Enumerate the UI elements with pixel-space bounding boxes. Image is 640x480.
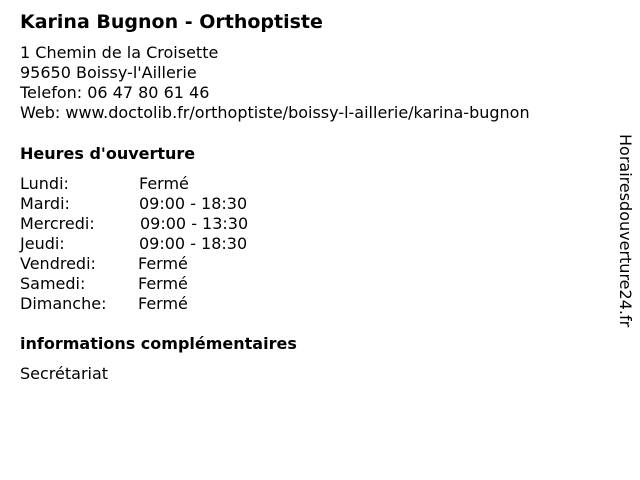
site-watermark: Horairesdouverture24.fr xyxy=(616,134,635,328)
day-label: Samedi: xyxy=(20,274,86,293)
day-label: Mercredi: xyxy=(20,214,95,233)
website: Web: www.doctolib.fr/orthoptiste/boissy-l-aillerie/karina-bugnon xyxy=(20,103,530,122)
address-block xyxy=(20,43,530,123)
time-value: Fermé xyxy=(138,274,188,293)
time-value: 09:00 - 13:30 xyxy=(140,214,249,233)
phone-number: Telefon: 06 47 80 61 46 xyxy=(20,83,210,102)
time-value: Fermé xyxy=(139,174,189,193)
city-address: 95650 Boissy-l'Aillerie xyxy=(20,63,197,82)
time-value: 09:00 - 18:30 xyxy=(139,234,248,253)
time-value: 09:00 - 18:30 xyxy=(139,194,248,213)
additional-info-text: Secrétariat xyxy=(20,364,109,383)
additional-info-heading: informations complémentaires xyxy=(20,334,297,353)
day-label: Jeudi: xyxy=(20,234,65,253)
opening-hours-heading: Heures d'ouverture xyxy=(20,144,196,163)
day-label: Lundi: xyxy=(20,174,69,193)
business-title: Karina Bugnon - Orthoptiste xyxy=(20,11,323,33)
day-label: Vendredi: xyxy=(20,254,96,273)
time-value: Fermé xyxy=(138,294,188,313)
time-value: Fermé xyxy=(138,254,188,273)
day-label: Mardi: xyxy=(20,194,70,213)
street-address: 1 Chemin de la Croisette xyxy=(20,43,219,62)
day-label: Dimanche: xyxy=(20,294,107,313)
